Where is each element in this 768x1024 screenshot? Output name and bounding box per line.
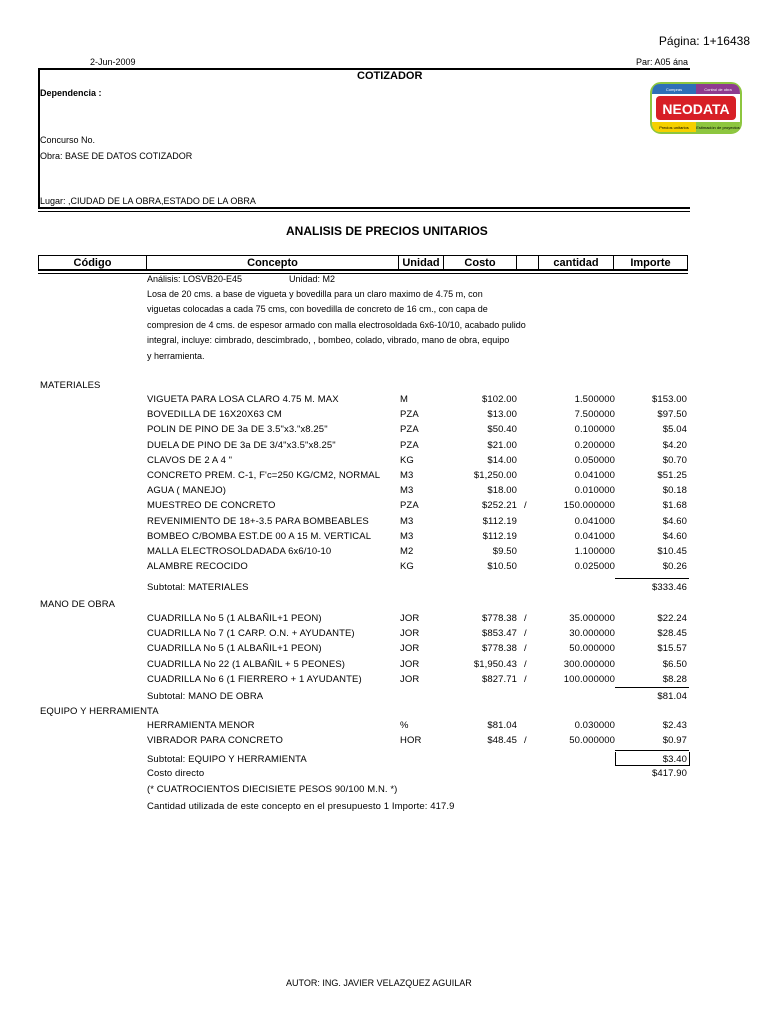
item-quantity: 7.500000 [574, 409, 615, 421]
item-cost: $14.00 [487, 454, 517, 466]
svg-text:Compras: Compras [665, 87, 683, 92]
subtotal-mano-obra: Subtotal: MANO DE OBRA $81.04 [147, 691, 687, 702]
item-cost: $13.00 [487, 409, 517, 421]
table-row [0, 718, 768, 733]
table-row [0, 422, 768, 437]
item-unit: KG [400, 454, 414, 466]
cantidad-utilizada: Cantidad utilizada de este concepto en el presupuesto 1 Importe: 417.9 [147, 801, 455, 812]
report-title: ANALISIS DE PRECIOS UNITARIOS [286, 224, 488, 238]
subtotal-equipo: Subtotal: EQUIPO Y HERRAMIENTA $3.40 [147, 754, 687, 765]
table-row [0, 559, 768, 574]
item-description: CUADRILLA No 6 (1 FIERRERO + 1 AYUDANTE) [147, 673, 362, 685]
neodata-logo [650, 82, 742, 134]
item-description: CUADRILLA No 22 (1 ALBAÑIL + 5 PEONES) [147, 658, 346, 670]
col-importe: Importe [630, 257, 671, 269]
item-quantity: 0.100000 [574, 424, 615, 436]
table-row [0, 626, 768, 641]
item-flag: / [524, 613, 527, 624]
item-flag: / [524, 643, 527, 655]
neodata-logo-graphic [650, 82, 742, 134]
obra-label: Obra: BASE DE DATOS COTIZADOR [40, 151, 193, 161]
item-cost: $1,250.00 [473, 470, 517, 481]
dependencia-label: Dependencia : [40, 88, 102, 98]
item-unit: M3 [400, 470, 414, 481]
item-cost: $81.04 [487, 720, 517, 731]
item-unit: M [400, 394, 409, 405]
subtotal-materiales: Subtotal: MATERIALES $333.46 [147, 582, 687, 593]
item-quantity: 0.041000 [574, 515, 615, 527]
table-row [0, 611, 768, 626]
footer-author: AUTOR: ING. JAVIER VELAZQUEZ AGUILAR [286, 978, 472, 988]
item-unit: % [400, 720, 409, 731]
item-cost: $778.38 [481, 613, 517, 624]
description-line: Losa de 20 cms. a base de vigueta y bovedilla para un claro maximo de 4.75 m, con [147, 289, 483, 299]
item-description: VIBRADOR PARA CONCRETO [147, 735, 283, 747]
item-cost: $1,950.43 [473, 658, 517, 670]
item-quantity: 0.041000 [574, 530, 615, 542]
item-description: CUADRILLA No 7 (1 CARP. O.N. + AYUDANTE) [147, 628, 355, 640]
table-row [0, 733, 768, 748]
header-rule-thin [38, 211, 690, 212]
item-unit: JOR [400, 658, 420, 670]
table-header-underline [38, 273, 688, 274]
svg-text:Estimación de proyectos: Estimación de proyectos [696, 125, 740, 130]
table-row [0, 407, 768, 422]
item-quantity: 50.000000 [569, 735, 615, 747]
item-quantity: 100.000000 [563, 673, 615, 685]
item-importe: $0.26 [662, 561, 687, 573]
concurso-label: Concurso No. [40, 135, 96, 145]
header-box [38, 68, 690, 208]
document-title: COTIZADOR [357, 70, 423, 82]
item-description: DUELA DE PINO DE 3a DE 3/4"x3.5"x8.25" [147, 439, 336, 451]
item-flag: / [524, 658, 527, 670]
item-quantity: 1.500000 [574, 394, 615, 405]
svg-text:Precios unitarios: Precios unitarios [659, 125, 689, 130]
header-par: Par: A05 ána [635, 57, 688, 67]
item-cost: $18.00 [487, 485, 517, 497]
item-cost: $827.71 [481, 673, 517, 685]
item-quantity: 0.010000 [574, 485, 615, 497]
table-row [0, 392, 768, 407]
table-row [0, 438, 768, 453]
description-line: compresion de 4 cms. de espesor armado con malla electrosoldada 6x6-10/10, acabado pulido [147, 320, 526, 330]
item-importe: $1.68 [662, 500, 687, 512]
item-cost: $102.00 [481, 394, 517, 405]
item-unit: M3 [400, 485, 414, 497]
item-importe: $0.18 [662, 485, 687, 497]
table-header [38, 255, 688, 271]
col-unidad: Unidad [399, 256, 444, 269]
item-importe: $2.43 [662, 720, 687, 731]
item-importe: $15.57 [657, 643, 687, 655]
item-flag: / [524, 500, 527, 512]
item-importe: $5.04 [662, 424, 687, 436]
item-quantity: 30.000000 [569, 628, 615, 640]
item-quantity: 0.041000 [574, 470, 615, 481]
item-quantity: 150.000000 [563, 500, 615, 512]
table-row [0, 483, 768, 498]
description-line: y herramienta. [147, 351, 205, 361]
item-quantity: 0.050000 [574, 454, 615, 466]
item-description: AGUA ( MANEJO) [147, 485, 226, 497]
item-unit: M3 [400, 530, 414, 542]
table-row [0, 498, 768, 513]
item-cost: $853.47 [481, 628, 517, 640]
description-line: integral, incluye: cimbrado, descimbrado, , bombeo, colado, vibrado, mano de obra, equipo [147, 335, 510, 345]
header-date: 2-Jun-2009 [90, 57, 136, 67]
subtotal-rule [615, 687, 689, 688]
col-costo: Costo [444, 256, 517, 269]
item-quantity: 0.030000 [574, 720, 615, 731]
item-description: ALAMBRE RECOCIDO [147, 561, 248, 573]
item-cost: $778.38 [481, 643, 517, 655]
item-unit: JOR [400, 628, 420, 640]
item-unit: PZA [400, 424, 419, 436]
item-importe: $97.50 [657, 409, 687, 421]
subtotal-rule [615, 750, 689, 751]
importe-letra: (* CUATROCIENTOS DIECISIETE PESOS 90/100 M.N. *) [147, 784, 398, 795]
item-importe: $0.97 [662, 735, 687, 747]
item-flag: / [524, 673, 527, 685]
item-unit: PZA [400, 500, 419, 512]
table-row [0, 544, 768, 559]
col-cantidad: cantidad [539, 256, 614, 269]
item-cost: $112.19 [482, 530, 517, 542]
item-flag: / [524, 735, 527, 747]
page-number: Página: 1+16438 [658, 34, 750, 48]
item-importe: $0.70 [662, 454, 687, 466]
item-importe: $4.20 [662, 439, 687, 451]
item-cost: $252.21 [481, 500, 517, 512]
col-codigo: Código [39, 256, 147, 269]
item-importe: $22.24 [657, 613, 687, 624]
item-description: BOVEDILLA DE 16X20X63 CM [147, 409, 282, 421]
subtotal-rule [615, 578, 689, 579]
item-cost: $9.50 [492, 546, 517, 557]
section-equipo: EQUIPO Y HERRAMIENTA [40, 706, 159, 717]
item-description: VIGUETA PARA LOSA CLARO 4.75 M. MAX [147, 394, 339, 405]
section-materiales: MATERIALES [40, 380, 101, 391]
item-importe: $4.60 [662, 530, 687, 542]
item-description: CONCRETO PREM. C-1, F'c=250 KG/CM2, NORMAL [147, 470, 381, 481]
table-row [0, 514, 768, 529]
item-description: BOMBEO C/BOMBA EST.DE 00 A 15 M. VERTICAL [147, 530, 372, 542]
item-quantity: 0.025000 [574, 561, 615, 573]
item-importe: $8.28 [662, 673, 687, 685]
svg-text:Control de obra: Control de obra [704, 87, 732, 92]
lugar-label: Lugar: ,CIUDAD DE LA OBRA,ESTADO DE LA OBRA [40, 196, 256, 206]
item-unit: HOR [400, 735, 422, 747]
item-unit: M2 [400, 546, 414, 557]
item-description: CUADRILLA No 5 (1 ALBAÑIL+1 PEON) [147, 613, 322, 624]
item-importe: $6.50 [662, 658, 687, 670]
item-cost: $112.19 [482, 515, 517, 527]
item-flag: / [524, 628, 527, 640]
item-importe: $51.25 [657, 470, 687, 481]
item-quantity: 0.200000 [574, 439, 615, 451]
item-unit: JOR [400, 643, 420, 655]
item-importe: $153.00 [651, 394, 687, 405]
table-row [0, 529, 768, 544]
table-row [0, 641, 768, 656]
item-quantity: 1.100000 [574, 546, 615, 557]
item-unit: JOR [400, 673, 420, 685]
item-unit: KG [400, 561, 414, 573]
item-unit: PZA [400, 409, 419, 421]
item-importe: $4.60 [662, 515, 687, 527]
item-importe: $10.45 [657, 546, 687, 557]
item-quantity: 300.000000 [563, 658, 615, 670]
col-slash [517, 256, 539, 269]
description-line: viguetas colocadas a cada 75 cms, con bovedilla de concreto de 16 cm., con capa de [147, 304, 488, 314]
item-unit: PZA [400, 439, 419, 451]
item-importe: $28.45 [657, 628, 687, 640]
costo-directo: Costo directo $417.90 [147, 768, 687, 779]
item-description: MALLA ELECTROSOLDADADA 6x6/10-10 [147, 546, 332, 557]
table-row [0, 468, 768, 483]
item-cost: $21.00 [487, 439, 517, 451]
item-description: HERRAMIENTA MENOR [147, 720, 255, 731]
table-row [0, 672, 768, 687]
analisis-unit: Unidad: M2 [289, 274, 336, 284]
logo-text: NEODATA [662, 101, 730, 117]
item-unit: M3 [400, 515, 414, 527]
header-rule [38, 207, 690, 209]
item-description: REVENIMIENTO DE 18+-3.5 PARA BOMBEABLES [147, 515, 369, 527]
table-row [0, 657, 768, 672]
item-description: CLAVOS DE 2 A 4 " [147, 454, 233, 466]
item-cost: $48.45 [487, 735, 517, 747]
item-quantity: 50.000000 [569, 643, 615, 655]
analisis-code: Análisis: LOSVB20-E45 [147, 274, 243, 284]
col-concepto: Concepto [147, 256, 399, 269]
section-mano-obra: MANO DE OBRA [40, 599, 116, 610]
item-quantity: 35.000000 [569, 613, 615, 624]
item-description: MUESTREO DE CONCRETO [147, 500, 276, 512]
item-description: POLIN DE PINO DE 3a DE 3.5"x3."x8.25" [147, 424, 328, 436]
table-row [0, 453, 768, 468]
item-description: CUADRILLA No 5 (1 ALBAÑIL+1 PEON) [147, 643, 322, 655]
item-unit: JOR [400, 613, 420, 624]
item-cost: $50.40 [487, 424, 517, 436]
item-cost: $10.50 [487, 561, 517, 573]
